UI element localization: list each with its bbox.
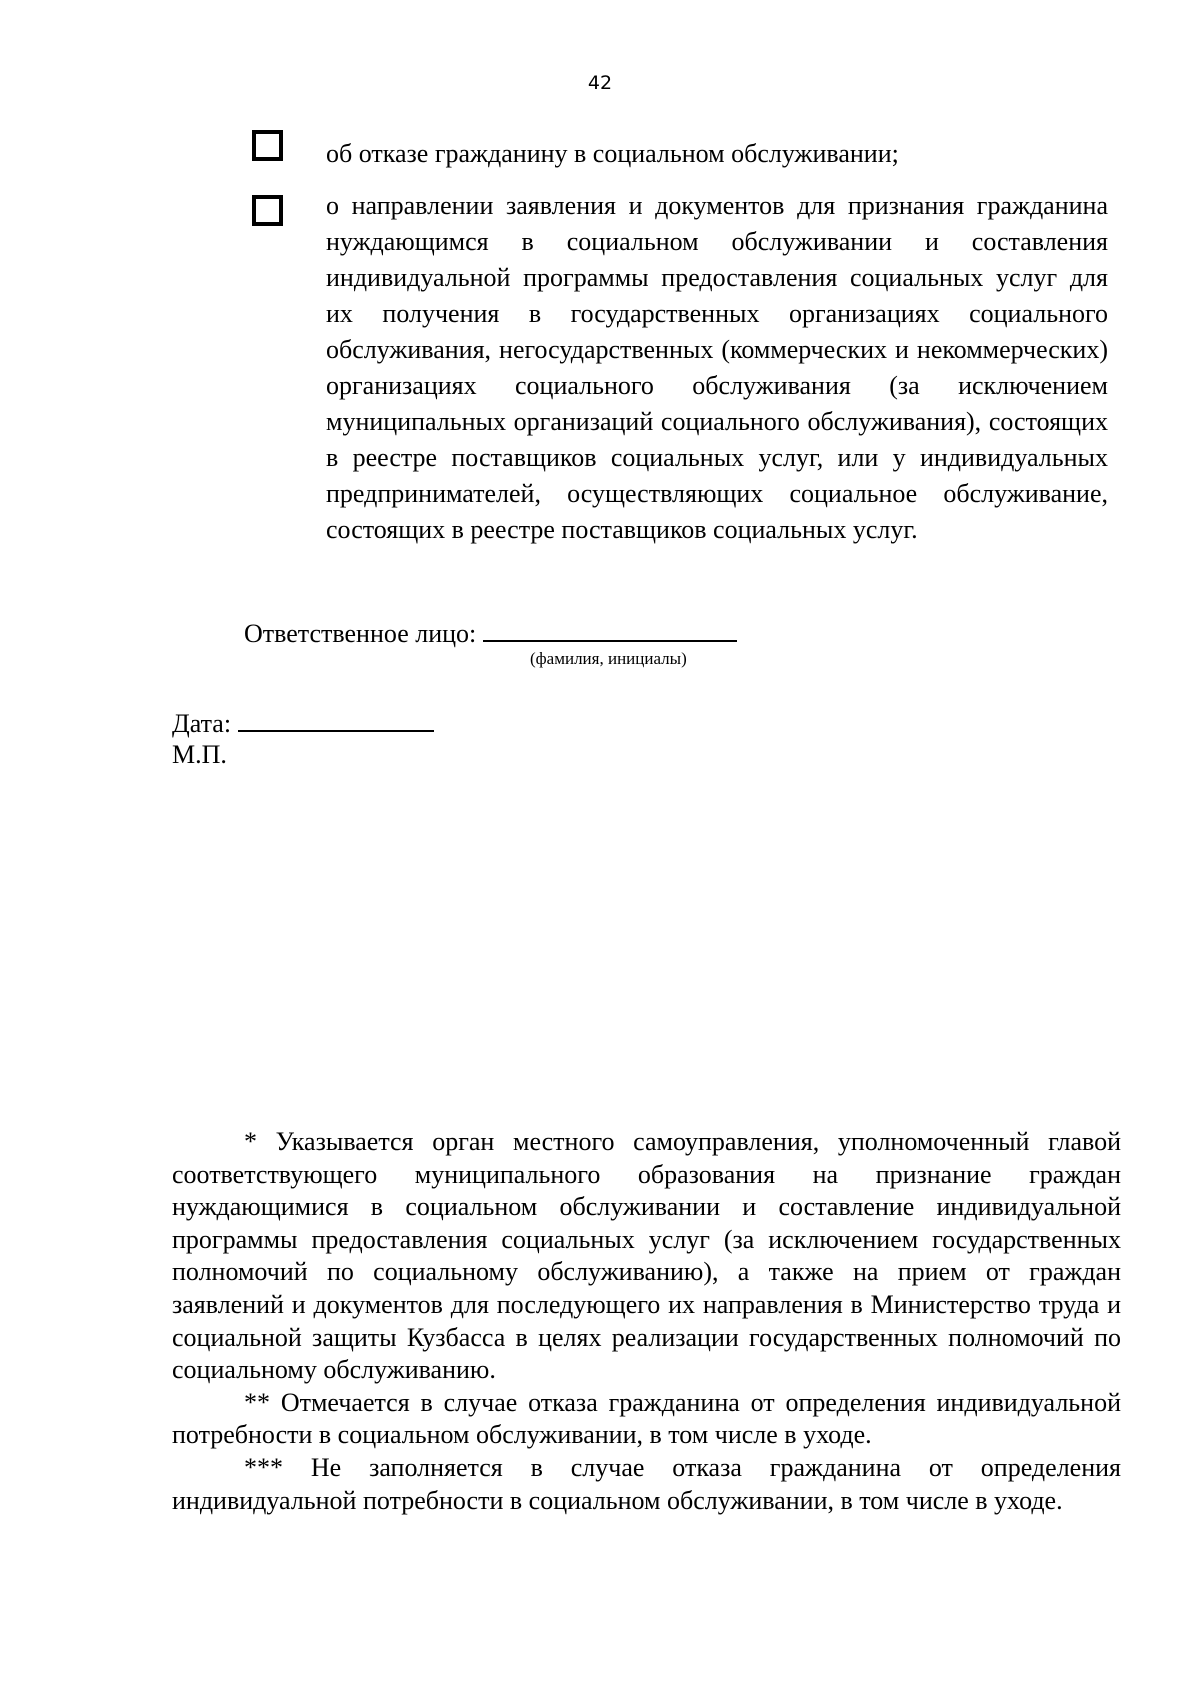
option-refusal-text: об отказе гражданину в социальном обслуживании; (326, 139, 899, 168)
option-referral-text: о направлении заявления и документов для признания гражданина нуждающимся в социальном обслуживании и составления индивидуальной программы предоставления социальных услуг для их получения в государственных организациях социального обслуживания, негосударственных (коммерческих и некоммерческих) организациях социального обслуживания (за исключением муниципальных организаций социального обслуживания), состоящих в реестре поставщиков социальных услуг, или у индивидуальных предпринимателей, осуществляющих социальное обслуживание, состоящих в реестре поставщиков социальных услуг. (326, 191, 1108, 544)
responsible-person-label: Ответственное лицо: (244, 619, 477, 648)
refusal-checkbox[interactable] (252, 130, 283, 161)
responsible-person-hint: (фамилия, инициалы) (530, 649, 687, 668)
date-field[interactable] (238, 704, 434, 732)
referral-checkbox[interactable] (252, 195, 283, 226)
date-label: Дата: (172, 709, 232, 738)
page-number: 42 (587, 72, 613, 94)
footnote-3: *** Не заполняется в случае отказа гражданина от определения индивидуальной потребности в социальном обслуживании, в том числе в уходе. (172, 1452, 1121, 1515)
footnote-1: * Указывается орган местного самоуправления, уполномоченный главой соответствующего муниципального образования на признание граждан нуждающимися в социальном обслуживании и составление индивидуальной программы предоставления социальных услуг (за исключением государственных полномочий по социальному обслуживанию), а также на прием от граждан заявлений и документов для последующего их направления в Министерство труда и социальной защиты Кузбасса в целях реализации государственных полномочий по социальному обслуживанию. (172, 1127, 1121, 1385)
stamp-place: М.П. (172, 740, 227, 769)
responsible-person-field[interactable] (483, 614, 737, 642)
footnotes (172, 1126, 1121, 1517)
date-row (172, 704, 434, 741)
responsible-person-row (244, 614, 737, 652)
footnote-2: ** Отмечается в случае отказа гражданина от определения индивидуальной потребности в социальном обслуживании, в том числе в уходе. (172, 1387, 1121, 1450)
